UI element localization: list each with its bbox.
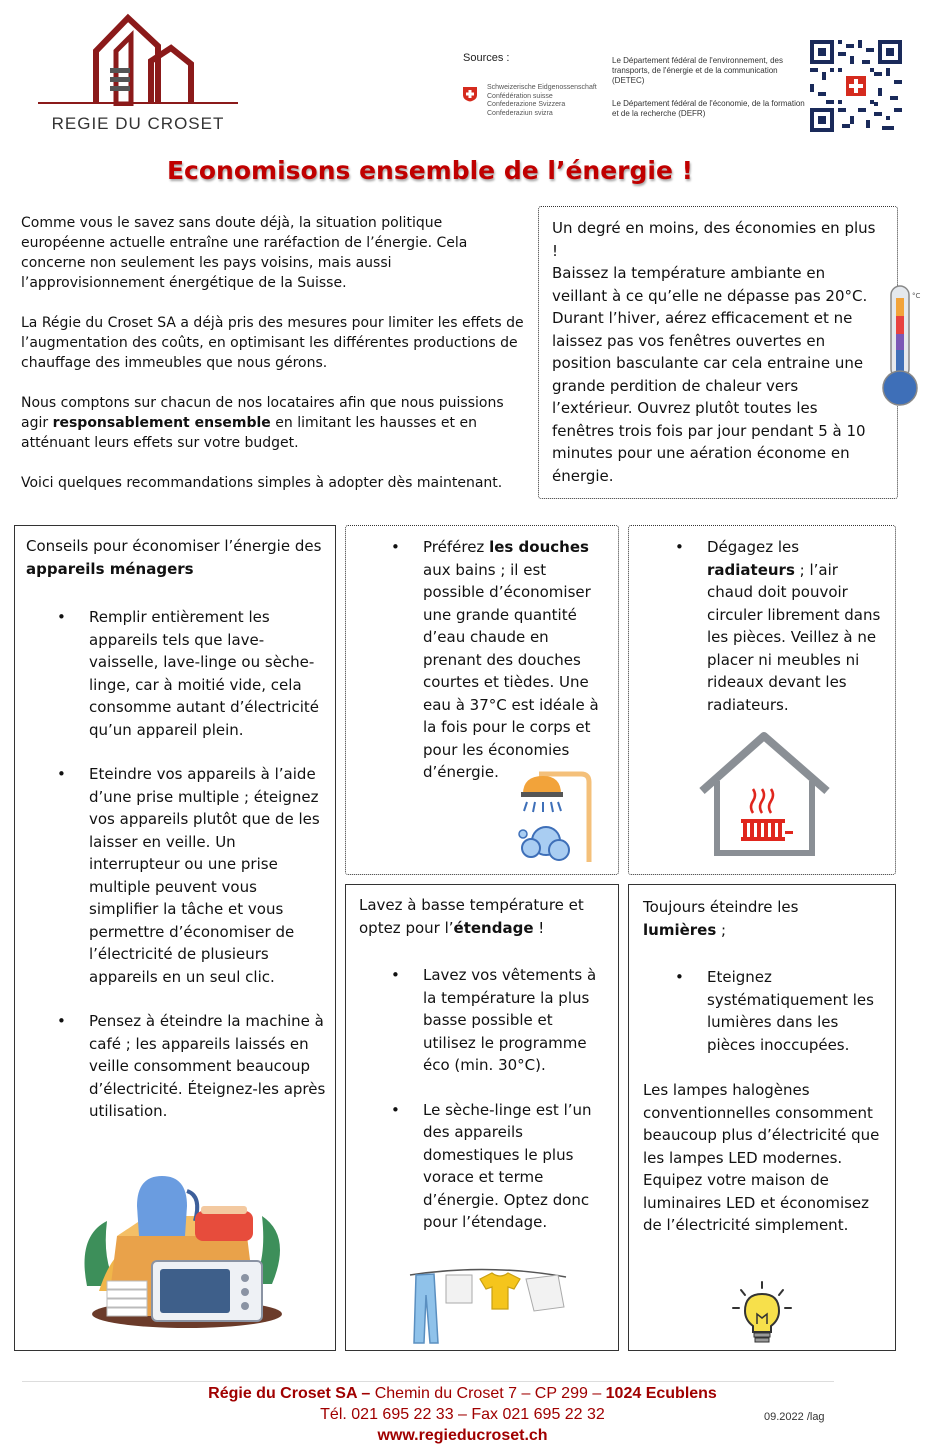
appliances-list [89, 606, 329, 1123]
laundry-heading [359, 894, 609, 939]
lights-paragraph: Les lampes halogènes conventionnelles consomment beaucoup plus d’électricité que les lampes LED modernes. Equipez votre maison de luminaires LED et économisez de l’électricité simplement. [643, 1081, 880, 1234]
lights-heading [643, 896, 843, 941]
text-emphasis: étendage [453, 918, 534, 937]
text-emphasis: lumières [643, 920, 717, 939]
list-item: • Le sèche-linge est l’un des appareils domestiques le plus vorace et terme d’énergie. Optez donc pour l’étendage. [423, 1099, 608, 1234]
text-part: Conseils pour économiser l’énergie des [26, 537, 322, 555]
text-part: ; l’air chaud doit pouvoir circuler librement dans les pièces. Veillez à ne placer ni meubles ni rideaux devant les radiateurs. [707, 560, 881, 714]
swiss-confederation-text [487, 84, 607, 118]
text-emphasis: radiateurs [707, 560, 795, 579]
page-title: Economisons ensemble de l’énergie ! [166, 156, 694, 185]
radiators-list [707, 536, 887, 716]
list-item: • Lavez vos vêtements à la température la plus basse possible et utilisez le programme éco (min. 30°C). [423, 964, 608, 1077]
intro-paragraph [21, 393, 526, 453]
detec-text: Le Département fédéral de l'environnement, des transports, de l'énergie et de la communication (DETEC) [612, 56, 783, 85]
temperature-tip-heading: Un degré en moins, des économies en plus ! [552, 219, 876, 260]
text-part: Toujours éteindre les [643, 898, 799, 916]
text-part: ! [533, 918, 545, 937]
household-appliances-illustration [77, 1166, 297, 1331]
house-radiator-icon [697, 731, 832, 861]
list-item: • Pensez à éteindre la machine à café ; les appareils laissés en veille consomment beaucoup d’électricité. Éteignez-les après utilisation. [89, 1010, 329, 1123]
list-item: • Remplir entièrement les appareils tels que lave-vaisselle, lave-linge ou sèche-linge, car à moitié vide, cela consomme autant d’électricité qu’un appareil plein. [89, 606, 329, 741]
text-part: Chemin du Croset 7 – CP 299 – [370, 1385, 606, 1402]
temperature-tip-box [538, 206, 898, 499]
text-emphasis: les douches [489, 538, 589, 556]
swiss-line: Confederaziun svizra [487, 109, 553, 117]
intro-paragraph: Voici quelques recommandations simples à adopter dès maintenant. [21, 475, 503, 491]
clothesline-icon [408, 1265, 568, 1350]
footer-website[interactable]: www.regieducroset.ch [377, 1427, 548, 1444]
showers-card [345, 525, 619, 875]
text-part: Lavez à basse température et optez pour l’ [359, 896, 584, 937]
text-part: Nous comptons sur chacun de nos locataires afin que nous puissions agir [21, 395, 504, 431]
lights-card [628, 884, 896, 1351]
footer-address [0, 1385, 925, 1403]
text-part: ; [716, 920, 727, 939]
text-emphasis: responsablement ensemble [52, 415, 271, 431]
swiss-line: Schweizerische Eidgenossenschaft [487, 84, 597, 91]
footer-divider [22, 1381, 834, 1382]
swiss-flag-icon [462, 86, 478, 102]
footer-phone: Tél. 021 695 22 33 – Fax 021 695 22 32 [320, 1406, 605, 1423]
shower-icon [511, 766, 601, 866]
text-emphasis: 1024 Ecublens [605, 1385, 717, 1402]
temperature-tip-body: Baissez la température ambiante en veillant à ce qu’elle ne dépasse pas 20°C. Durant l’hiver, aérez efficacement et ne laissez pas vos fenêtres ouvertes en position basculante car cela entraine une grande perdition de chaleur vers l’extérieur. Ouvrez plutôt toutes les fenêtres trois fois par jour pendant 5 à 10 minutes pour une aération économe en énergie. [552, 264, 868, 485]
laundry-card [345, 884, 619, 1351]
lights-list [707, 966, 887, 1056]
list-item: • Eteindre vos appareils à l’aide d’une prise multiple ; éteignez vos appareils plutôt que de les laisser en veille. Un interrupteur ou une prise multiple peuvent vous simplifier la tâche et vous permettre d’économiser de l’électricité de plusieurs appareils en un seul clic. [89, 763, 329, 988]
thermometer-icon [880, 284, 924, 410]
thermometer-unit: °C [912, 292, 921, 300]
appliances-heading [26, 535, 326, 580]
text-part: en limitant les hausses et en atténuant leurs effets sur votre budget. [21, 415, 477, 451]
intro-paragraph: La Régie du Croset SA a déjà pris des mesures pour limiter les effets de l’augmentation des coûts, en optimisant les différentes productions de chauffage des immeubles que nous gérons. [21, 315, 524, 371]
list-item [423, 536, 608, 784]
list-item [707, 536, 887, 716]
text-part: Dégagez les [707, 538, 800, 556]
intro-paragraph: Comme vous le savez sans doute déjà, la situation politique européenne actuelle entraîne une raréfaction de l’énergie. Cela concerne non seulement les pays voisins, mais aussi l’approvisionnement énergétique de la Suisse. [21, 215, 468, 291]
swiss-line: Confederazione Svizzera [487, 101, 566, 108]
radiators-card [628, 525, 896, 875]
document-reference: 09.2022 /lag [764, 1411, 825, 1423]
building-logo-icon [36, 6, 240, 106]
qr-code[interactable] [808, 38, 904, 134]
list-item: • Eteignez systématiquement les lumières dans les pièces inoccupées. [707, 966, 887, 1056]
company-logo [36, 6, 240, 132]
defr-text: Le Département fédéral de l'économie, de la formation et de la recherche (DEFR) [612, 99, 805, 118]
swiss-line: Confédération suisse [487, 92, 553, 100]
appliances-card [14, 525, 336, 1351]
sources-label: Sources : [463, 52, 510, 64]
lightbulb-icon [727, 1278, 797, 1348]
intro-text [21, 213, 526, 513]
laundry-list [423, 964, 608, 1234]
text-part: aux bains ; il est possible d’économiser une grande quantité d’eau chaude en prenant des douches courtes et tièdes. Une eau à 37°C est idéale à la fois pour le corps et pour les économies d’énergie. [423, 560, 599, 781]
showers-list [423, 536, 608, 784]
text-emphasis: Régie du Croset SA – [208, 1385, 371, 1402]
text-part: Préférez [423, 538, 490, 556]
text-emphasis: appareils ménagers [26, 559, 194, 578]
logo-name: REGIE DU CROSET [51, 114, 225, 133]
